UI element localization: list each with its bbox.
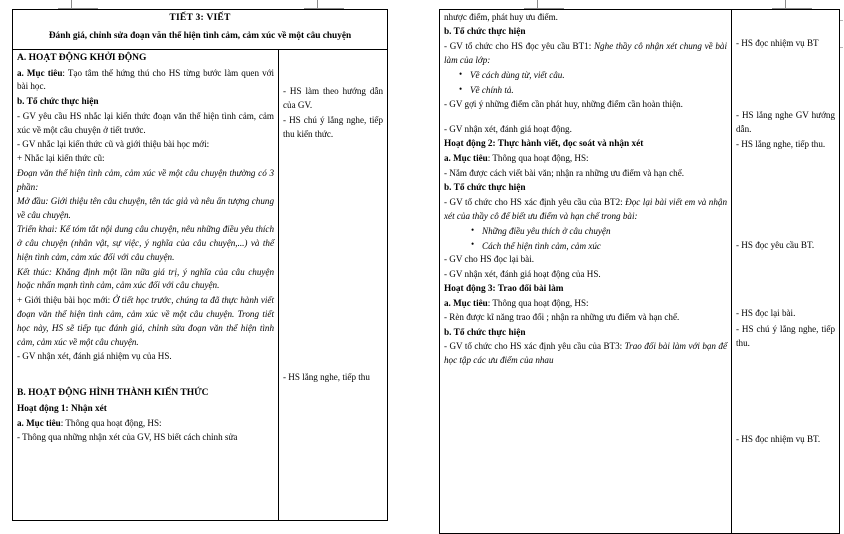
bt2-bullet-2: • Cách thể hiện tình cảm, cảm xúc bbox=[482, 239, 727, 253]
bt2-italic: Đọc lại bài viết em và nhận xét của thầy cô để biết ưu điểm và hạn chế trong bài: bbox=[444, 196, 727, 221]
recap-part-ending-text: Khẳng định một lần nữa giá trị, ý nghĩa của câu chuyện hoặc nhấn mạnh tình cảm, cảm xúc đối với câu chuyện. bbox=[17, 266, 274, 291]
right-student-note-3: - HS lắng nghe, tiếp thu. bbox=[736, 139, 826, 150]
bt1-bullet-1: • Về cách dùng từ, viết câu. bbox=[470, 68, 727, 82]
teacher-line-2: - GV nhắc lại kiến thức cũ và giới thiệu bài học mới: bbox=[17, 138, 210, 149]
activity-2-objective-text: : Thông qua hoạt động, HS: bbox=[487, 153, 589, 164]
right-spacer-1 bbox=[444, 112, 727, 123]
teacher-evaluate-line: - GV nhận xét, đánh giá nhiệm vụ của HS. bbox=[17, 351, 172, 361]
objective-text: : Tạo tâm thế hứng thú cho HS từng bước làm quen với bài học. bbox=[17, 67, 274, 92]
activity-1-objective-text: : Thông qua hoạt động, HS: bbox=[60, 417, 162, 428]
right-student-spacer-2 bbox=[736, 51, 835, 108]
right-student-note-1: - HS đọc nhiệm vụ BT bbox=[736, 38, 819, 48]
table-row-title bbox=[13, 10, 388, 50]
section-b-heading: B. HOẠT ĐỘNG HÌNH THÀNH KIẾN THỨC bbox=[17, 388, 209, 399]
activity-3-objective-label: a. Mục tiêu bbox=[444, 297, 488, 308]
continuation-line: nhược điểm, phát huy ưu điểm. bbox=[444, 12, 558, 22]
activity-1-detail: - Thông qua những nhận xét của GV, HS biết cách chỉnh sửa bbox=[17, 432, 238, 443]
recap-part-body bbox=[17, 223, 274, 265]
activity-1-objective-label: a. Mục tiêu bbox=[17, 417, 61, 428]
bt2-bullet-list bbox=[444, 224, 727, 253]
activity-3-implementation-heading: b. Tổ chức thực hiện bbox=[444, 327, 526, 338]
right-student-spacer-1 bbox=[736, 11, 835, 36]
bt3-lead: - GV tổ chức cho HS xác định yêu cầu của BT3: bbox=[444, 341, 625, 352]
objective-label: a. Mục tiêu bbox=[17, 67, 63, 78]
student-note-2: - HS chú ý lắng nghe, tiếp thu kiến thức. bbox=[283, 115, 383, 140]
lesson-plan-table-left bbox=[12, 9, 388, 521]
bt3-instruction bbox=[444, 340, 727, 368]
recap-part-body-text: Kể tóm tắt nội dung câu chuyện, nêu những điều yêu thích ở câu chuyện (nhân vật, sự việc, ý nghĩa của câu chuyện,...) và thể hiện tình cảm, cảm xúc đối với câu chuyện. bbox=[17, 224, 274, 263]
right-student-note-4: - HS đọc yêu cầu BT. bbox=[736, 240, 815, 251]
activity-1-heading: Hoạt động 1: Nhận xét bbox=[17, 403, 107, 414]
right-student-note-2: - HS lắng nghe GV hướng dẫn. bbox=[736, 110, 835, 135]
new-lesson-intro bbox=[17, 294, 274, 350]
bt1-instruction bbox=[444, 40, 727, 68]
evaluate-activity-line: - GV nhận xét, đánh giá hoạt động. bbox=[444, 124, 572, 135]
recap-part-opening bbox=[17, 195, 274, 223]
bt1-lead: - GV tổ chức cho HS đọc yêu cầu BT1: bbox=[444, 41, 594, 52]
activity-2-goal: - Nắm được cách viết bài văn; nhận ra những ưu điểm và hạn chế. bbox=[444, 167, 685, 178]
section-a-heading: A. HOẠT ĐỘNG KHỞI ĐỘNG bbox=[17, 53, 147, 64]
student-activity-cell-right bbox=[732, 10, 840, 534]
recap-part-body-lead: Triển khai: bbox=[17, 224, 58, 235]
recap-intro: Đoạn văn thể hiện tình cảm, cảm xúc về một câu chuyện thường có 3 phần: bbox=[17, 167, 274, 192]
right-student-spacer-3 bbox=[736, 152, 835, 238]
suggestion-line: - GV gợi ý những điểm cần phát huy, những điểm cần hoàn thiện. bbox=[444, 98, 683, 109]
bt2-instruction bbox=[444, 196, 727, 224]
activity-3-heading: Hoạt động 3: Trao đổi bài làm bbox=[444, 284, 564, 294]
bt2-bullet-1: • Những điều yêu thích ở câu chuyện bbox=[482, 224, 727, 238]
page-title: TIẾT 3: VIẾT bbox=[169, 12, 231, 23]
activity-2-heading: Hoạt động 2: Thực hành viết, đọc soát và nhận xét bbox=[444, 139, 644, 150]
new-lesson-intro-italic: Ở tiết học trước, chúng ta đã thực hành viết đoạn văn thể hiện tình cảm, cảm xúc về một câu chuyện. Trong tiết học này, HS sẽ tiếp tục đánh giá, chỉnh sửa đoạn văn thể hiện tình cảm, cảm xúc về một câu chuyện. bbox=[17, 294, 274, 347]
evaluate-student-line: - GV nhận xét, đánh giá hoạt động của HS. bbox=[444, 268, 601, 279]
student-spacer-d bbox=[283, 142, 383, 370]
activity-3-objective bbox=[444, 297, 727, 311]
teacher-line-1: - GV yêu cầu HS nhắc lại kiến thức đoạn văn thể hiện tình cảm, cảm xúc về một câu chuyện ở tiết trước. bbox=[17, 110, 274, 135]
section-spacer bbox=[17, 364, 274, 386]
right-student-note-6: - HS chú ý lắng nghe, tiếp thu. bbox=[736, 323, 835, 348]
bt1-italic: Nghe thầy cô nhận xét chung về bài làm của lớp: bbox=[444, 41, 727, 66]
student-spacer-a bbox=[283, 51, 383, 62]
section-a-implementation-heading: b. Tổ chức thực hiện bbox=[17, 96, 99, 107]
right-student-note-5: - HS đọc lại bài. bbox=[736, 308, 796, 319]
bt1-bullet-2: • Về chính tả. bbox=[470, 83, 727, 97]
recap-part-opening-lead: Mở đầu: bbox=[17, 196, 49, 207]
activity-2-objective bbox=[444, 152, 727, 166]
activity-2-objective-label: a. Mục tiêu bbox=[444, 153, 488, 164]
student-note-1: - HS làm theo hướng dẫn của GV. bbox=[283, 86, 383, 111]
recap-part-ending-lead: Kết thúc: bbox=[17, 266, 52, 277]
activity-3-goal: - Rèn được kĩ năng trao đổi ; nhận ra những ưu điểm và hạn chế. bbox=[444, 312, 680, 323]
teacher-activity-cell-left bbox=[13, 50, 279, 521]
activity-2-implementation-heading: b. Tổ chức thực hiện bbox=[444, 182, 526, 193]
activity-3-objective-text: : Thông qua hoạt động, HS: bbox=[487, 297, 589, 308]
bt1-bullet-list bbox=[444, 68, 727, 97]
student-note-3: - HS lắng nghe, tiếp thu bbox=[283, 372, 370, 383]
student-spacer-b bbox=[283, 62, 383, 73]
lesson-title-cell bbox=[13, 10, 388, 50]
new-lesson-intro-lead: + Giới thiệu bài học mới: bbox=[17, 294, 113, 305]
student-spacer-c bbox=[283, 73, 383, 84]
bt2-lead: - GV tổ chức cho HS xác định yêu cầu của BT2: bbox=[444, 196, 626, 207]
right-student-note-7: - HS đọc nhiệm vụ BT. bbox=[736, 433, 821, 444]
recap-part-opening-text: Giới thiệu tên câu chuyện, tên tác giả và nêu ấn tượng chung về câu chuyện. bbox=[17, 196, 274, 220]
page-subtitle: Đánh giá, chỉnh sửa đoạn văn thể hiện tình cảm, cảm xúc về một câu chuyện bbox=[48, 30, 352, 41]
page-right bbox=[422, 0, 844, 531]
right-student-spacer-4 bbox=[736, 253, 835, 306]
table-row-content bbox=[13, 50, 388, 521]
page-left bbox=[0, 0, 422, 531]
table-row-content-right bbox=[440, 10, 840, 534]
reread-line: - GV cho HS đọc lại bài. bbox=[444, 254, 534, 265]
right-implementation-heading: b. Tổ chức thực hiện bbox=[444, 27, 526, 38]
lesson-plan-table-right bbox=[439, 9, 840, 534]
section-a-objective bbox=[17, 67, 274, 95]
right-student-spacer-5 bbox=[736, 351, 835, 432]
recap-part-ending bbox=[17, 266, 274, 294]
student-activity-cell-left bbox=[279, 50, 388, 521]
teacher-line-3: + Nhắc lại kiến thức cũ: bbox=[17, 153, 105, 164]
teacher-activity-cell-right bbox=[440, 10, 732, 534]
activity-1-objective bbox=[17, 417, 274, 431]
bt3-italic: Trao đổi bài làm với bạn để học tập các ưu điểm của nhau bbox=[444, 341, 727, 366]
